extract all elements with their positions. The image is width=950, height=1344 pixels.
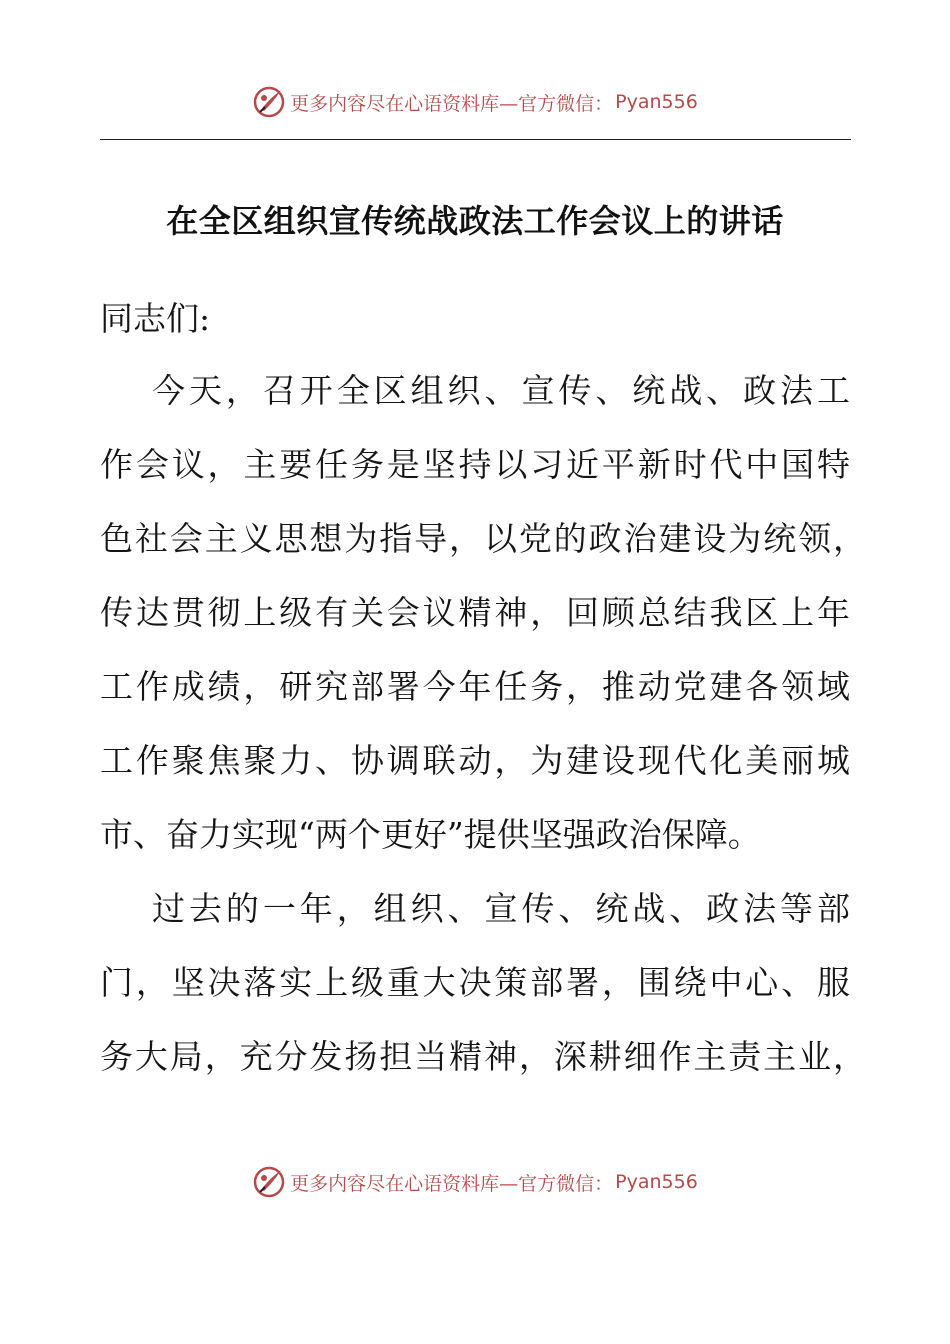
body-line: 过去的一年，组织、宣传、统战、政法等部 <box>152 889 850 928</box>
watermark-wechat-id: Pyan556 <box>615 91 698 113</box>
body-line: 市、奋力实现“两个更好”提供坚强政治保障。 <box>100 815 761 854</box>
body-line: 务大局，充分发扬担当精神，深耕细作主责主业， <box>100 1037 866 1076</box>
salutation: 同志们: <box>100 299 211 338</box>
quill-seal-icon <box>252 85 286 119</box>
body-line: 今天，召开全区组织、宣传、统战、政法工 <box>152 371 850 410</box>
body-line: 作会议，主要任务是坚持以习近平新时代中国特 <box>100 445 850 484</box>
watermark-text: 更多内容尽在心语资料库—官方微信： <box>290 1172 614 1195</box>
header-watermark <box>0 82 950 122</box>
watermark-text: 更多内容尽在心语资料库—官方微信： <box>290 92 614 115</box>
footer-watermark <box>0 1162 950 1202</box>
body-line: 传达贯彻上级有关会议精神，回顾总结我区上年 <box>100 593 850 632</box>
body-line: 色社会主义思想为指导，以党的政治建设为统领， <box>100 519 866 558</box>
body-line: 工作成绩，研究部署今年任务，推动党建各领域 <box>100 667 850 706</box>
body-line: 门，坚决落实上级重大决策部署，围绕中心、服 <box>100 963 850 1002</box>
quill-seal-icon <box>252 1165 286 1199</box>
body-line: 工作聚焦聚力、协调联动，为建设现代化美丽城 <box>100 741 850 780</box>
watermark-wechat-id: Pyan556 <box>615 1171 698 1193</box>
header-divider <box>100 139 851 140</box>
document-title: 在全区组织宣传统战政法工作会议上的讲话 <box>166 202 784 240</box>
